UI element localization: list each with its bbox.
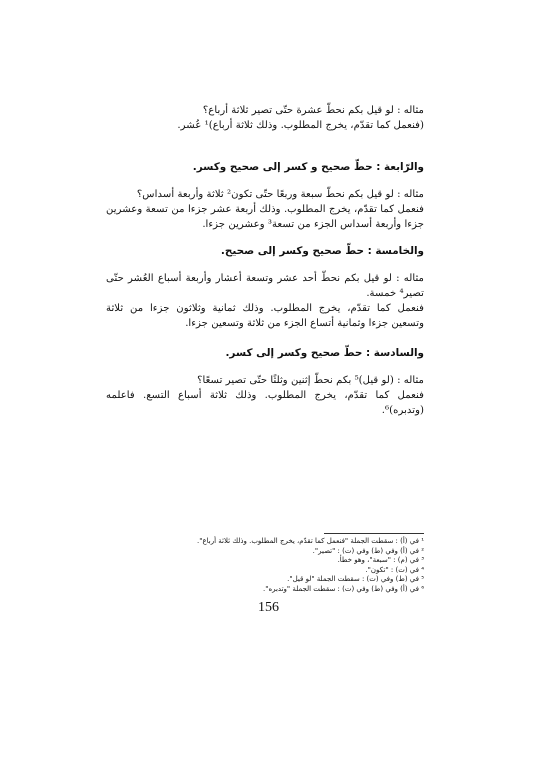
- footnote-item: ¹ في (أ) : سقطت الجملة "فنعمل كما تقدّم، يخرج المطلوب. وذلك ثلاثة أرباع".: [197, 537, 424, 545]
- section-heading-sixth: والسادسة : حطّ صحيح وكسر إلى كسر.: [225, 347, 424, 359]
- paragraph-solution: (فنعمل كما تقدّم، يخرج المطلوب. وذلك ثلاثة أرباع)¹ عُشر.: [177, 120, 424, 131]
- paragraph-example: مثاله : (لو قيل)⁵ بكم نحطّ إثنين وثلثًا حتّى تصير تسعًا؟: [197, 375, 424, 386]
- paragraph-example: مثاله : لو قيل بكم نحطّ سبعة وربعًا حتّى تكون² ثلاثة وأربعة أسداس؟: [136, 189, 424, 200]
- section-1-body: [106, 103, 424, 133]
- paragraph-solution: فنعمل كما تقدّم، يخرج المطلوب. وذلك أربعة عشر جزءا من تسعة وعشرين جزءا وأربعة أسداس الجزء من تسعة³ وعشرين جزءا.: [106, 204, 424, 230]
- paragraph-example: مثاله : لو قيل بكم نحطّ أحد عشر وتسعة أعشار وأربعة أسباع العُشر حتّى تصير⁴ خمسة.: [106, 273, 424, 299]
- paragraph-solution: فنعمل كما تقدّم، يخرج المطلوب. وذلك ثمانية وثلاثون جزءا من ثلاثة وتسعين جزءا وثمانية أتساع الجزء من ثلاثة وتسعين جزءا.: [106, 303, 424, 329]
- footnote-item: ³ في (م) : "سبعة"، وهو خطأ.: [337, 556, 424, 565]
- footnotes: [106, 537, 424, 595]
- section-heading-fifth: والخامسة : حطّ صحيح وكسر إلى صحيح.: [220, 245, 424, 257]
- paragraph-example: مثاله : لو قيل بكم نحطّ عشرة حتّى تصير ثلاثة أرباع؟: [202, 105, 424, 116]
- footnote-item: ⁴ في (ت) : "تكون".: [365, 565, 424, 574]
- footnote-item: ⁵ في (ط) وفي (ت) : سقطت الجملة "لو قيل".: [287, 575, 424, 584]
- section-6-body: [106, 373, 424, 418]
- footnote-divider: [324, 533, 424, 534]
- page-number: 156: [258, 600, 279, 615]
- paragraph-solution: فنعمل كما تقدّم، يخرج المطلوب. وذلك ثلاثة أسباع التسع. فاعلمه (وتدبره)⁶.: [106, 390, 424, 416]
- section-heading-fourth: والرّابعة : حطّ صحيح و كسر إلى صحيح وكسر.: [192, 161, 424, 173]
- footnote-item: ² في (أ) وفي (ط) وفي (ت) : "تصير".: [312, 546, 424, 555]
- section-5-body: [106, 271, 424, 331]
- section-4-body: [106, 187, 424, 232]
- footnote-item: ⁶ في (أ) وفي (ط) وفي (ت) : سقطت الجملة "وتدبره".: [263, 584, 424, 593]
